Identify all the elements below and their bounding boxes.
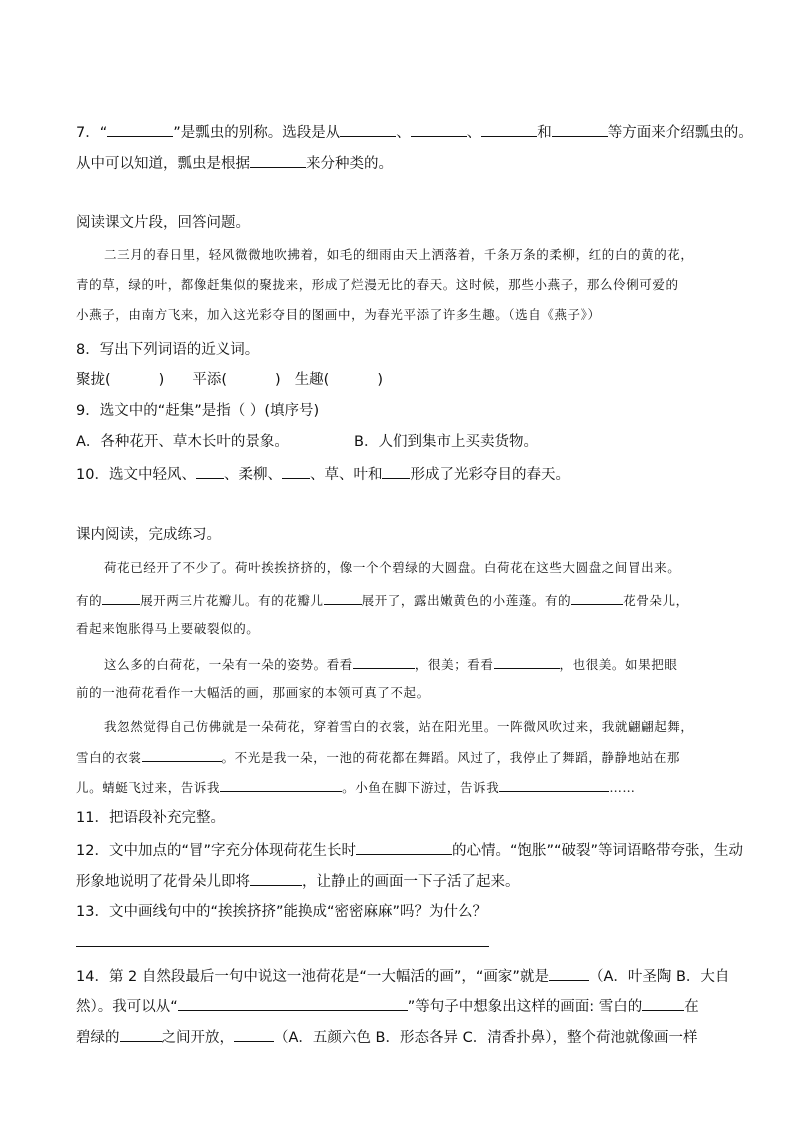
question-9-option-a: A．各种花开、草木长叶的景象。 bbox=[76, 434, 289, 450]
answer-line[interactable] bbox=[76, 946, 489, 947]
passage-2-line-5: 前的一池荷花看作一大幅活的画，那画家的本领可真了不起。 bbox=[76, 685, 430, 700]
answer-blank[interactable] bbox=[324, 589, 362, 605]
passage-1-line-1: 二三月的春日里，轻风微微地吹拂着，如毛的细雨由天上洒落着，千条万条的柔柳，红的白的黄的花， bbox=[104, 247, 694, 262]
question-14-line-3: 碧绿的 之间开放， （A．五颜六色 B．形态各异 C．清香扑鼻），整个荷池就像画一样 bbox=[76, 1026, 697, 1048]
question-7-line-1: 7．“ ”是瓢虫的别称。选段是从 、 、 和 等方面来介绍瓢虫的。 bbox=[76, 121, 753, 143]
answer-blank[interactable] bbox=[234, 1026, 274, 1042]
passage-1-line-3: 小燕子，由南方飞来，加入这光彩夺目的图画中，为春光平添了许多生趣。（选自《燕子》） bbox=[76, 307, 601, 322]
question-12-line-1: 12．文中加点的“冒”字充分体现荷花生长时 的心情。“饱胀”“破裂”等词语略带夸张，生动 bbox=[76, 839, 743, 861]
answer-blank[interactable] bbox=[481, 121, 537, 137]
question-8: 8．写出下列词语的近义词。 bbox=[76, 342, 260, 358]
passage-2-line-1: 荷花已经开了不少了。荷叶挨挨挤挤的，像一个个碧绿的大圆盘。白荷花在这些大圆盘之间冒出来。 bbox=[104, 560, 681, 575]
answer-blank[interactable] bbox=[142, 746, 222, 762]
answer-blank[interactable] bbox=[178, 995, 408, 1011]
passage-2-line-3: 看起来饱胀得马上要破裂似的。 bbox=[76, 621, 260, 636]
answer-blank[interactable] bbox=[552, 121, 608, 137]
passage-2-line-7: 雪白的衣裳 。不光是我一朵，一池的荷花都在舞蹈。风过了，我停止了舞蹈，静静地站在那 bbox=[76, 746, 680, 768]
answer-blank[interactable] bbox=[196, 463, 224, 479]
answer-blank[interactable] bbox=[120, 1026, 162, 1042]
question-14-line-2: 然）。我可以从“ ”等句子中想象出这样的画面: 雪白的 在 bbox=[76, 995, 699, 1017]
passage-2-line-6: 我忽然觉得自己仿佛就是一朵荷花，穿着雪白的衣裳，站在阳光里。一阵微风吹过来，我就翩翩起舞， bbox=[104, 719, 694, 734]
answer-blank[interactable] bbox=[356, 839, 452, 855]
question-10: 10．选文中轻风、 、柔柳、 、草、叶和 形成了光彩夺目的春天。 bbox=[76, 463, 570, 485]
reading-instruction-1: 阅读课文片段，回答问题。 bbox=[76, 215, 250, 231]
answer-blank[interactable] bbox=[411, 121, 467, 137]
passage-1-line-2: 青的草，绿的叶，都像赶集似的聚拢来，形成了烂漫无比的春天。这时候，那些小燕子，那么伶俐可爱的 bbox=[76, 277, 679, 292]
question-14-line-1: 14．第 2 自然段最后一句中说这一池荷花是“一大幅活的画”，“画家”就是 （A．叶圣陶 B．大自 bbox=[76, 965, 729, 987]
question-11: 11．把语段补充完整。 bbox=[76, 810, 225, 826]
answer-blank[interactable] bbox=[549, 965, 589, 981]
question-9: 9．选文中的“赶集”是指（ ）(填序号) bbox=[76, 403, 320, 419]
answer-blank[interactable] bbox=[107, 121, 173, 137]
passage-2-line-2: 有的 展开两三片花瓣儿。有的花瓣儿 展开了，露出嫩黄色的小莲蓬。有的 花骨朵儿， bbox=[76, 589, 689, 611]
answer-blank[interactable] bbox=[642, 995, 684, 1011]
question-9-option-b: B．人们到集市上买卖货物。 bbox=[354, 434, 538, 450]
question-12-line-2: 形象地说明了花骨朵儿即将 ，让静止的画面一下子活了起来。 bbox=[76, 870, 520, 892]
answer-blank[interactable] bbox=[102, 589, 140, 605]
answer-blank[interactable] bbox=[220, 776, 342, 792]
answer-blank[interactable] bbox=[250, 870, 302, 886]
passage-2-line-8: 儿。蜻蜓飞过来，告诉我 。小鱼在脚下游过，告诉我 …… bbox=[76, 776, 636, 798]
answer-blank[interactable] bbox=[282, 463, 310, 479]
question-7-line-2: 从中可以知道，瓢虫是根据 来分种类的。 bbox=[76, 152, 393, 174]
answer-blank[interactable] bbox=[382, 463, 410, 479]
answer-blank[interactable] bbox=[571, 589, 623, 605]
answer-blank[interactable] bbox=[494, 653, 560, 669]
answer-blank[interactable] bbox=[340, 121, 396, 137]
answer-blank[interactable] bbox=[250, 152, 306, 168]
question-13: 13．文中画线句中的“挨挨挤挤”能换成“密密麻麻”吗？为什么？ bbox=[76, 904, 487, 920]
answer-blank[interactable] bbox=[499, 776, 609, 792]
reading-instruction-2: 课内阅读，完成练习。 bbox=[76, 527, 221, 543]
passage-2-line-4: 这么多的白荷花，一朵有一朵的姿势。看看 ，很美；看看 ，也很美。如果把眼 bbox=[104, 653, 677, 675]
question-8-words: 聚拢( ) 平添( ) 生趣( ) bbox=[76, 372, 384, 388]
answer-blank[interactable] bbox=[353, 653, 415, 669]
